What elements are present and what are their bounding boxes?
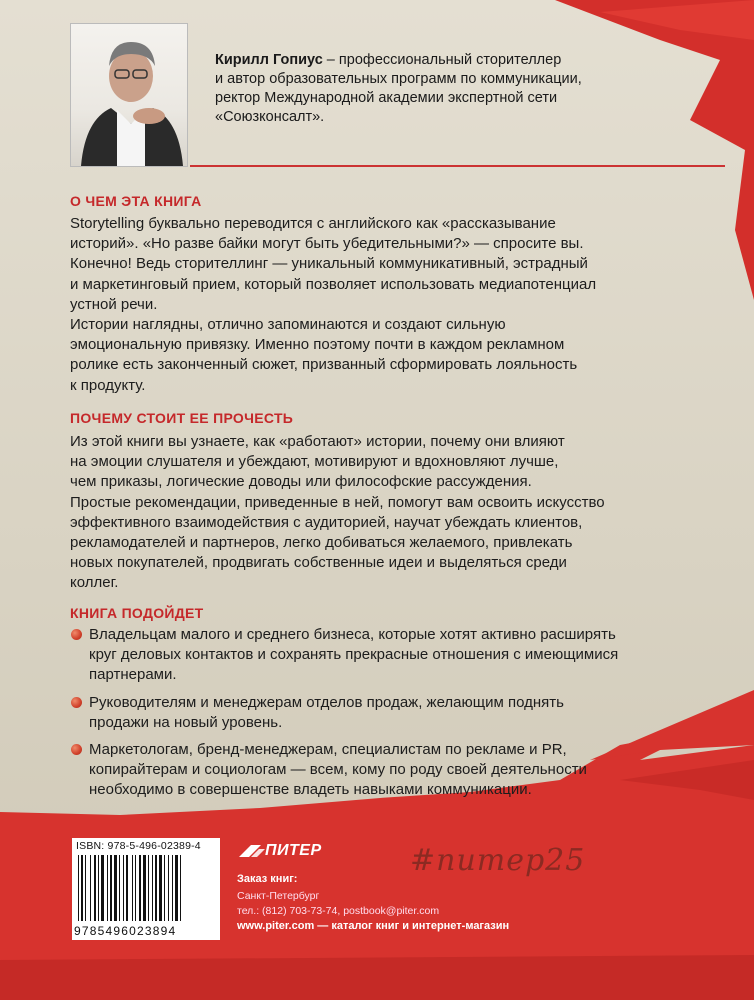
text-line: чем приказы, логические доводы или философские рассуждения. bbox=[70, 473, 532, 491]
text-line: Руководителям и менеджерам отделов продаж, желающим поднять bbox=[89, 693, 564, 711]
barcode-bar bbox=[168, 855, 169, 921]
author-divider bbox=[190, 165, 725, 167]
text-line: необходимо в совершенстве владеть навыками коммуникации. bbox=[89, 781, 532, 799]
text-line: Маркетологам, бренд-менеджерам, специалистам по рекламе и PR, bbox=[89, 741, 567, 759]
text-line: эмоциональную привязку. Именно поэтому почти в каждом рекламном bbox=[70, 336, 565, 354]
barcode-bar bbox=[132, 855, 133, 921]
text-line: Истории наглядны, отлично запоминаются и создают сильную bbox=[70, 316, 506, 334]
barcode-bar bbox=[159, 855, 162, 921]
isbn-label: ISBN: 978-5-496-02389-4 bbox=[76, 840, 201, 852]
barcode-bar bbox=[114, 855, 117, 921]
text-line: Простые рекомендации, приведенные в ней, помогут вам освоить искусство bbox=[70, 493, 605, 511]
publisher-logo: ПИТЕР bbox=[265, 842, 322, 859]
audience-list bbox=[70, 625, 630, 808]
bullet-icon bbox=[71, 629, 82, 640]
text-line: Из этой книги вы узнаете, как «работают» истории, почему они влияют bbox=[70, 433, 565, 450]
author-name: Кирилл Гопиус bbox=[215, 52, 323, 68]
text-line: Конечно! Ведь сторителлинг — уникальный коммуникативный, эстрадный bbox=[70, 255, 588, 273]
barcode-bar bbox=[101, 855, 104, 921]
section-heading-about: О ЧЕМ ЭТА КНИГА bbox=[70, 193, 202, 209]
barcode-bar bbox=[152, 855, 153, 921]
hashtag: #питер25 bbox=[410, 843, 586, 878]
barcode-bar bbox=[175, 855, 178, 921]
text-line: и маркетинговый прием, который позволяет использовать медиапотенциал bbox=[70, 275, 597, 293]
barcode-digits: 9785496023894 bbox=[74, 924, 177, 938]
barcode-bar bbox=[139, 855, 141, 921]
text-line: ролике есть законченный сюжет, призванный сформировать лояльность bbox=[70, 356, 578, 374]
barcode-bar bbox=[85, 855, 86, 921]
text-line: продажи на новый уровень. bbox=[89, 713, 283, 731]
order-title: Заказ книг: bbox=[237, 873, 298, 885]
text-line: круг деловых контактов и сохранять прекрасные отношения с имеющимися bbox=[89, 646, 619, 664]
barcode-bar bbox=[155, 855, 157, 921]
barcode-bar bbox=[126, 855, 128, 921]
text-line: устной речи. bbox=[70, 295, 158, 313]
text-line: копирайтерам и социологам — всем, кому по роду своей деятельности bbox=[89, 761, 587, 779]
barcode-bar bbox=[94, 855, 96, 921]
text-line: к продукту. bbox=[70, 376, 146, 394]
barcode-bar bbox=[81, 855, 83, 921]
barcode-bar bbox=[172, 855, 173, 921]
barcode-bar bbox=[78, 855, 79, 921]
bullet-icon bbox=[71, 697, 82, 708]
website-line: www.piter.com — каталог книг и интернет-магазин bbox=[237, 920, 510, 932]
author-bio-line-1: – профессиональный сторителлер bbox=[322, 52, 562, 68]
text-line: эффективного взаимодействия с аудиторией, научат убеждать клиентов, bbox=[70, 513, 583, 531]
barcode-bar bbox=[98, 855, 99, 921]
list-item bbox=[70, 625, 630, 686]
text-line: историй». «Но разве байки могут быть убедительными?» — спросите вы. bbox=[70, 235, 584, 253]
section-why-read-text bbox=[70, 432, 605, 594]
barcode-bars bbox=[76, 855, 216, 923]
barcode-bar bbox=[180, 855, 181, 921]
text-line: новых покупателей, продвигать собственные идеи и выделяться среди bbox=[70, 554, 567, 572]
text-line: партнерами. bbox=[89, 666, 177, 684]
barcode-bar bbox=[123, 855, 124, 921]
barcode bbox=[72, 838, 220, 940]
text-line: рекламодателей и партнеров, легко добиваться желаемого, привлекать bbox=[70, 534, 573, 552]
author-photo bbox=[70, 23, 188, 167]
text-line: коллег. bbox=[70, 574, 119, 592]
author-bio bbox=[215, 51, 645, 127]
text-line: Storytelling буквально переводится с английского как «рассказывание bbox=[70, 215, 556, 232]
barcode-bar bbox=[143, 855, 146, 921]
order-contacts: тел.: (812) 703-73-74, postbook@piter.com bbox=[237, 905, 440, 917]
section-about-text bbox=[70, 214, 596, 396]
section-heading-why-read: ПОЧЕМУ СТОИТ ЕЕ ПРОЧЕСТЬ bbox=[70, 410, 294, 426]
barcode-bar bbox=[119, 855, 120, 921]
section-heading-audience: КНИГА ПОДОЙДЕТ bbox=[70, 605, 204, 621]
author-bio-line-2: и автор образовательных программ по коммуникации, bbox=[215, 71, 582, 87]
bullet-icon bbox=[71, 744, 82, 755]
author-bio-line-4: «Союзконсалт». bbox=[215, 109, 325, 125]
barcode-bar bbox=[164, 855, 165, 921]
barcode-bar bbox=[110, 855, 112, 921]
text-line: на эмоции слушателя и убеждают, мотивируют и вдохновляют лучше, bbox=[70, 453, 559, 471]
barcode-bar bbox=[90, 855, 91, 921]
text-line: Владельцам малого и среднего бизнеса, которые хотят активно расширять bbox=[89, 626, 616, 643]
barcode-bar bbox=[148, 855, 149, 921]
barcode-bar bbox=[135, 855, 136, 921]
author-bio-line-3: ректор Международной академии экспертной сети bbox=[215, 90, 558, 106]
list-item bbox=[70, 740, 630, 801]
barcode-bar bbox=[107, 855, 108, 921]
order-city: Санкт-Петербург bbox=[237, 890, 320, 902]
list-item bbox=[70, 693, 630, 733]
